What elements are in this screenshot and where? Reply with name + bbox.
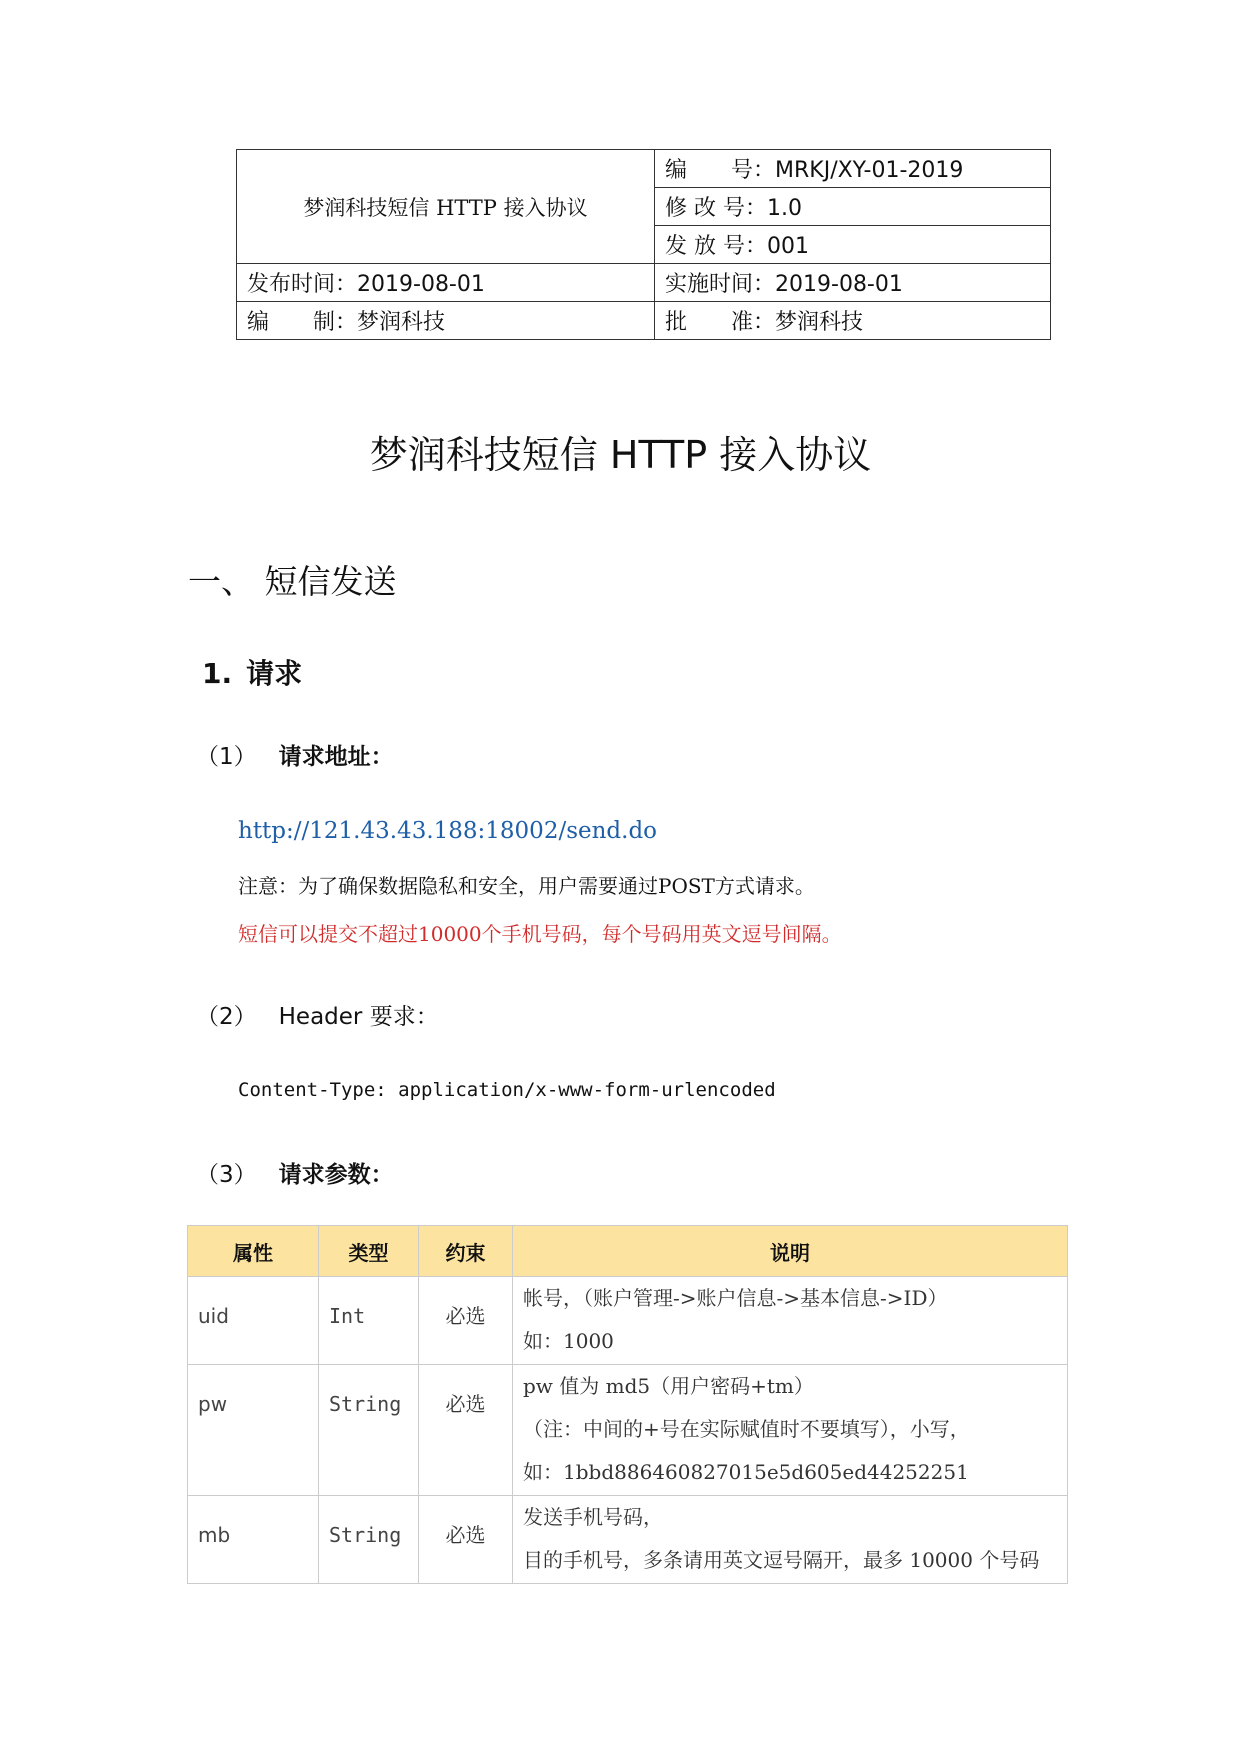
- item-heading-params: [196, 1156, 394, 1189]
- item-heading-header: [196, 998, 439, 1031]
- param-description: [513, 1365, 1068, 1496]
- param-description-line: pw 值为 md5（用户密码+tm）: [523, 1374, 814, 1398]
- control-author-cell: [237, 302, 655, 340]
- item-heading-request-url: [196, 738, 394, 771]
- request-warning: 短信可以提交不超过10000个手机号码，每个号码用英文逗号间隔。: [238, 922, 842, 946]
- control-code-value: MRKJ/XY-01-2019: [775, 158, 964, 183]
- param-description-line: 帐号，（账户管理->账户信息->基本信息->ID）: [523, 1286, 948, 1310]
- param-description-line: 发送手机号码，: [523, 1505, 663, 1529]
- param-description-line: 目的手机号，多条请用英文逗号隔开，最多 10000 个号码: [523, 1548, 1040, 1572]
- header-content-type: Content-Type: application/x-www-form-urlencoded: [238, 1079, 776, 1101]
- param-description: [513, 1496, 1068, 1584]
- param-attr: pw: [188, 1365, 319, 1496]
- param-type: Int: [319, 1277, 419, 1365]
- table-header-row: [188, 1226, 1068, 1277]
- document-control-table: [236, 149, 1051, 340]
- control-publish-cell: [237, 264, 655, 302]
- control-revision-cell: [655, 188, 1051, 226]
- item-title: 请求参数：: [278, 1162, 394, 1188]
- control-publish-label: 发布时间：: [247, 272, 358, 297]
- control-code-label: 编 号：: [665, 158, 776, 183]
- param-type: String: [319, 1365, 419, 1496]
- param-description-line: 如：1000: [523, 1329, 614, 1353]
- item-number: （2）: [196, 1004, 257, 1030]
- control-revision-label: 修 改 号：: [665, 196, 767, 221]
- item-number: （3）: [196, 1162, 257, 1188]
- param-type: String: [319, 1496, 419, 1584]
- param-description: [513, 1277, 1068, 1365]
- subsection-number: 1.: [202, 657, 233, 690]
- table-row: [188, 1496, 1068, 1584]
- control-effective-cell: [655, 264, 1051, 302]
- param-constraint: 必选: [419, 1496, 513, 1584]
- control-code-cell: [655, 150, 1051, 188]
- param-attr: mb: [188, 1496, 319, 1584]
- control-doc-name: 梦润科技短信 HTTP 接入协议: [237, 150, 655, 264]
- request-note: 注意：为了确保数据隐私和安全，用户需要通过POST方式请求。: [238, 874, 815, 898]
- control-author-label: 编 制：: [247, 310, 358, 335]
- subsection-heading-request: [202, 652, 302, 692]
- control-issue-cell: [655, 226, 1051, 264]
- column-header-constraint: 约束: [419, 1226, 513, 1277]
- param-constraint: 必选: [419, 1365, 513, 1496]
- param-attr: uid: [188, 1277, 319, 1365]
- control-publish-value: 2019-08-01: [357, 272, 485, 297]
- control-issue-label: 发 放 号：: [665, 234, 767, 259]
- item-title: Header 要求：: [278, 1004, 439, 1030]
- request-url-link[interactable]: http://121.43.43.188:18002/send.do: [238, 818, 658, 844]
- control-approver-cell: [655, 302, 1051, 340]
- control-approver-label: 批 准：: [665, 310, 776, 335]
- subsection-title: 请求: [246, 657, 303, 690]
- table-row: [188, 1365, 1068, 1496]
- document-title: 梦润科技短信 HTTP 接入协议: [369, 433, 872, 477]
- control-effective-label: 实施时间：: [665, 272, 776, 297]
- param-description-line: （注：中间的+号在实际赋值时不要填写），小写，: [523, 1417, 970, 1441]
- column-header-description: 说明: [513, 1226, 1068, 1277]
- column-header-attr: 属性: [188, 1226, 319, 1277]
- table-row: [188, 1277, 1068, 1365]
- section-heading-sms-send: 一、 短信发送: [188, 562, 397, 601]
- control-effective-value: 2019-08-01: [775, 272, 903, 297]
- request-params-table: [187, 1225, 1068, 1584]
- control-revision-value: 1.0: [767, 196, 802, 221]
- control-issue-value: 001: [767, 234, 809, 259]
- column-header-type: 类型: [319, 1226, 419, 1277]
- control-author-value: 梦润科技: [357, 310, 446, 335]
- control-approver-value: 梦润科技: [775, 310, 864, 335]
- param-description-line: 如：1bbd886460827015e5d605ed44252251: [523, 1460, 969, 1484]
- item-number: （1）: [196, 744, 257, 770]
- param-constraint: 必选: [419, 1277, 513, 1365]
- item-title: 请求地址：: [278, 744, 394, 770]
